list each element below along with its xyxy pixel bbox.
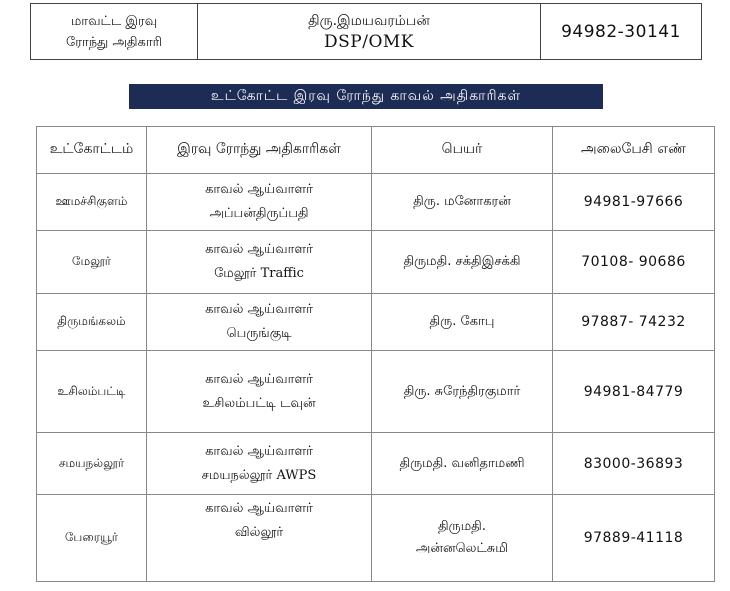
district-officer-label-line1: மாவட்ட இரவு: [70, 13, 158, 29]
officer-station: வில்லூர்: [234, 525, 284, 540]
officer-role: காவல் ஆய்வாளர்: [205, 501, 313, 516]
table-row: [37, 231, 715, 294]
person-name: திருமதி. வனிதாமணி: [399, 455, 525, 471]
person-name: திரு. கோபு: [429, 314, 495, 329]
officer-role: காவல் ஆய்வாளர்: [205, 182, 313, 197]
table-row: [37, 174, 715, 231]
name-cell: [372, 174, 553, 231]
officer-cell: [147, 174, 372, 231]
officer-cell: [147, 294, 372, 351]
name-cell: [372, 495, 553, 582]
section-title: உட்கோட்ட இரவு ரோந்து காவல் அதிகாரிகள்: [129, 84, 603, 109]
subdivision-cell: பேரையூர்: [37, 495, 147, 582]
name-cell: [372, 351, 553, 433]
officer-station: சமயநல்லூர் AWPS: [201, 467, 317, 483]
person-name: திரு. மனோகரன்: [413, 194, 511, 209]
phone-cell: 94981-97666: [553, 174, 715, 231]
district-officer-box: [30, 3, 702, 60]
person-name-line2: அன்னலெட்சுமி: [415, 541, 509, 556]
officer-station: மேலூர் Traffic: [214, 266, 304, 281]
patrol-officers-table: [36, 126, 715, 582]
table-row: [37, 351, 715, 433]
table-row: [37, 433, 715, 495]
column-header-name: பெயர்: [372, 127, 553, 174]
officer-cell: [147, 433, 372, 495]
phone-cell: 70108- 90686: [553, 231, 715, 294]
name-cell: [372, 231, 553, 294]
district-officer-label: [31, 4, 198, 59]
officer-role: காவல் ஆய்வாளர்: [205, 302, 313, 317]
person-name: திருமதி. சக்திஇசக்கி: [403, 254, 521, 269]
column-header-phone: அலைபேசி எண்: [553, 127, 715, 174]
phone-cell: 97889-41118: [553, 495, 715, 582]
officer-station: அப்பன்திருப்பதி: [209, 206, 309, 221]
district-officer-rank: DSP/OMK: [324, 31, 414, 52]
column-header-officers: இரவு ரோந்து அதிகாரிகள்: [147, 127, 372, 174]
subdivision-cell: ஊமச்சிகுளம்: [37, 174, 147, 231]
district-officer-name: திரு.இமயவரம்பன்: [308, 12, 430, 29]
officer-station: உசிலம்பட்டி டவுன்: [202, 395, 316, 411]
officer-role: காவல் ஆய்வாளர்: [205, 443, 313, 459]
table-row: [37, 294, 715, 351]
phone-cell: 97887- 74232: [553, 294, 715, 351]
phone-cell: 94981-84779: [553, 351, 715, 433]
person-name: திரு. சுரேந்திரகுமார்: [403, 383, 521, 399]
officer-cell: [147, 231, 372, 294]
officer-station: பெருங்குடி: [226, 326, 292, 341]
person-name: திருமதி.: [438, 519, 486, 534]
subdivision-cell: திருமங்கலம்: [37, 294, 147, 351]
officer-role: காவல் ஆய்வாளர்: [205, 242, 313, 257]
column-header-subdivision: உட்கோட்டம்: [37, 127, 147, 174]
subdivision-cell: சமயநல்லூர்: [37, 433, 147, 495]
table-header-row: [37, 127, 715, 174]
district-officer-label-line2: ரோந்து அதிகாரி: [65, 34, 163, 50]
district-officer-name-cell: [198, 4, 541, 59]
name-cell: [372, 294, 553, 351]
officer-role: காவல் ஆய்வாளர்: [205, 371, 313, 387]
district-officer-phone: 94982-30141: [561, 21, 681, 42]
phone-cell: 83000-36893: [553, 433, 715, 495]
subdivision-cell: மேலூர்: [37, 231, 147, 294]
officer-cell: [147, 495, 372, 582]
subdivision-cell: உசிலம்பட்டி: [37, 351, 147, 433]
name-cell: [372, 433, 553, 495]
table-row: [37, 495, 715, 582]
officer-cell: [147, 351, 372, 433]
